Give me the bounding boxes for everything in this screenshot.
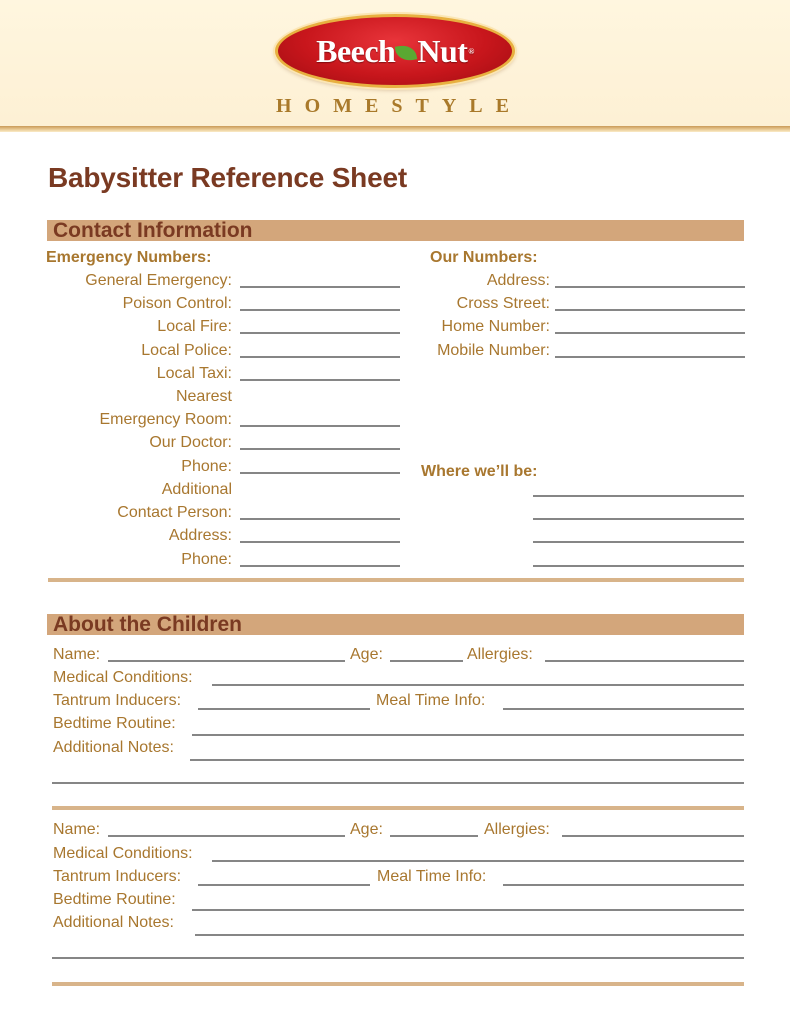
cross-street-field[interactable]	[555, 309, 745, 311]
bottom-divider	[52, 982, 744, 986]
child-bedtime-field[interactable]	[192, 734, 744, 736]
field-label-general-emergency: General Emergency:	[85, 272, 232, 289]
child-tantrum-field[interactable]	[198, 708, 370, 710]
where-line-4[interactable]	[533, 565, 744, 567]
field-label-poison-control: Poison Control:	[122, 295, 232, 312]
child-allergies-field[interactable]	[545, 660, 744, 662]
our-numbers-heading: Our Numbers:	[430, 249, 538, 266]
our-doctor-field[interactable]	[240, 448, 400, 450]
child-allergies-label: Allergies:	[467, 646, 533, 663]
where-line-1[interactable]	[533, 495, 744, 497]
logo-wordmark	[316, 33, 474, 70]
child-notes-field-2[interactable]	[52, 957, 744, 959]
child-name-field[interactable]	[108, 835, 345, 837]
brand-subtitle: HOMESTYLE	[276, 95, 522, 117]
field-label-cross-street: Cross Street:	[456, 295, 550, 312]
child-tantrum-label: Tantrum Inducers:	[53, 692, 182, 709]
our-address-field[interactable]	[555, 286, 745, 288]
beechnut-logo	[275, 14, 515, 88]
emergency-room-field[interactable]	[240, 425, 400, 427]
field-label-mobile-number: Mobile Number:	[437, 342, 550, 359]
field-label-contact-address: Address:	[168, 527, 232, 544]
child-notes-field-2[interactable]	[52, 782, 744, 784]
where-well-be-heading: Where we’ll be:	[421, 463, 538, 480]
contact-address-field[interactable]	[240, 541, 400, 543]
field-label-home-number: Home Number:	[441, 318, 550, 335]
page-header	[0, 0, 790, 128]
child-notes-field[interactable]	[195, 934, 744, 936]
section-title: Contact Information	[53, 219, 253, 242]
child-allergies-field[interactable]	[562, 835, 744, 837]
local-fire-field[interactable]	[240, 332, 400, 334]
contact-person-field[interactable]	[240, 518, 400, 520]
field-label-local-police: Local Police:	[141, 342, 232, 359]
registered-mark: ®	[468, 46, 474, 56]
child-tantrum-field[interactable]	[198, 884, 370, 886]
logo-text-right: Nut	[417, 32, 468, 69]
local-taxi-field[interactable]	[240, 379, 400, 381]
child-meal-field[interactable]	[503, 884, 744, 886]
child-notes-label: Additional Notes:	[53, 914, 174, 931]
child-divider	[52, 806, 744, 810]
leaf-icon	[395, 43, 417, 62]
child-name-label: Name:	[53, 821, 101, 838]
emergency-numbers-heading: Emergency Numbers:	[46, 249, 212, 266]
field-label-additional: Additional	[161, 481, 232, 498]
doctor-phone-field[interactable]	[240, 472, 400, 474]
home-number-field[interactable]	[555, 332, 745, 334]
section-header-children	[47, 614, 744, 635]
page-title: Babysitter Reference Sheet	[48, 162, 407, 193]
local-police-field[interactable]	[240, 356, 400, 358]
child-meal-label: Meal Time Info:	[376, 692, 486, 709]
child-medical-label: Medical Conditions:	[53, 845, 193, 862]
where-line-3[interactable]	[533, 541, 744, 543]
child-medical-label: Medical Conditions:	[53, 669, 193, 686]
child-bedtime-field[interactable]	[192, 909, 744, 911]
section-divider	[48, 578, 744, 582]
child-meal-label: Meal Time Info:	[377, 868, 487, 885]
field-label-emergency-room: Emergency Room:	[99, 411, 232, 428]
where-line-2[interactable]	[533, 518, 744, 520]
field-label-local-fire: Local Fire:	[157, 318, 232, 335]
child-notes-label: Additional Notes:	[53, 739, 174, 756]
poison-control-field[interactable]	[240, 309, 400, 311]
child-medical-field[interactable]	[212, 684, 744, 686]
mobile-number-field[interactable]	[555, 356, 745, 358]
logo-text-left: Beech	[316, 32, 396, 69]
section-title: About the Children	[53, 613, 242, 636]
child-meal-field[interactable]	[503, 708, 744, 710]
general-emergency-field[interactable]	[240, 286, 400, 288]
child-bedtime-label: Bedtime Routine:	[53, 715, 176, 732]
field-label-local-taxi: Local Taxi:	[156, 365, 232, 382]
child-age-field[interactable]	[390, 835, 478, 837]
child-age-field[interactable]	[390, 660, 463, 662]
child-medical-field[interactable]	[212, 860, 744, 862]
child-tantrum-label: Tantrum Inducers:	[53, 868, 182, 885]
contact-phone-field[interactable]	[240, 565, 400, 567]
child-name-label: Name:	[53, 646, 101, 663]
field-label-contact-phone: Phone:	[181, 551, 232, 568]
field-label-our-doctor: Our Doctor:	[149, 434, 232, 451]
section-header-contact	[47, 220, 744, 241]
child-notes-field[interactable]	[190, 759, 744, 761]
child-allergies-label: Allergies:	[484, 821, 550, 838]
child-name-field[interactable]	[108, 660, 345, 662]
child-age-label: Age:	[350, 821, 383, 838]
field-label-nearest: Nearest	[175, 388, 232, 405]
field-label-our-address: Address:	[486, 272, 550, 289]
field-label-contact-person: Contact Person:	[117, 504, 232, 521]
child-age-label: Age:	[350, 646, 383, 663]
header-divider	[0, 126, 790, 132]
child-bedtime-label: Bedtime Routine:	[53, 891, 176, 908]
field-label-doctor-phone: Phone:	[181, 458, 232, 475]
